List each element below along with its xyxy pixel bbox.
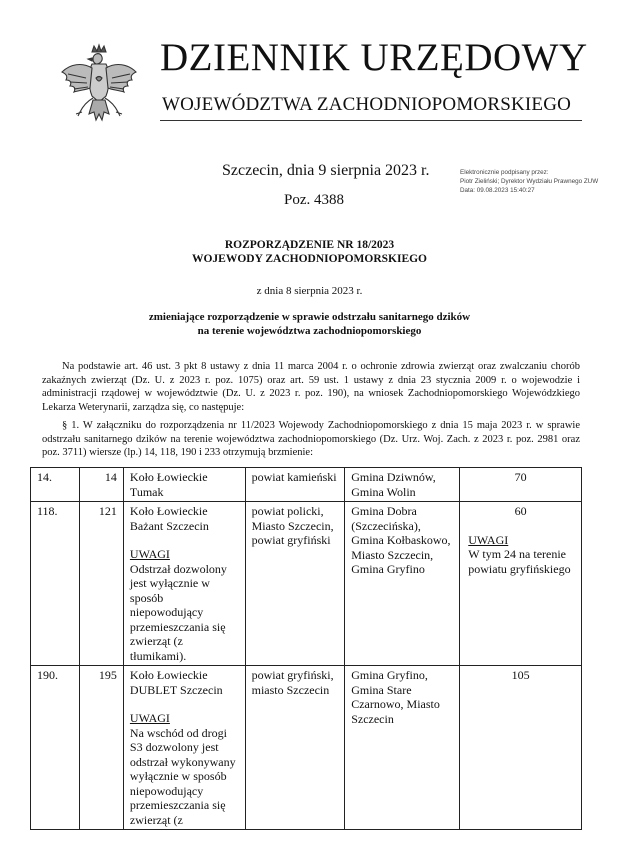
club-name: Koło Łowieckie Tumak <box>129 470 208 499</box>
esign-line: Data: 09.08.2023 15:40:27 <box>460 187 535 194</box>
municipality-value: Gmina Dobra (Szczecińska), Gmina Kołbaskowo, Miasto Szczecin, Gmina Gryfino <box>351 504 451 576</box>
row-area-number <box>79 666 123 830</box>
electronic-signature <box>460 168 598 195</box>
act-subject <box>0 310 619 338</box>
row-area-number <box>79 502 123 666</box>
position-number: Poz. 4388 <box>284 192 344 208</box>
row-limit <box>460 502 582 666</box>
table-row <box>31 468 582 502</box>
row-municipality <box>345 502 460 666</box>
area-number-value: 121 <box>98 504 117 518</box>
club-remarks: Odstrzał dozwolony jest wyłącznie w sposób niepowodujący przemieszczania się zwierząt (z tłumikami). <box>129 561 227 663</box>
club-remarks-label: UWAGI <box>129 711 170 725</box>
club-name: Koło Łowieckie DUBLET Szczecin <box>129 668 223 697</box>
row-area-number <box>79 468 123 502</box>
row-hunting-club <box>123 502 245 666</box>
row-lp <box>31 502 80 666</box>
row-county <box>245 502 345 666</box>
esign-line: Piotr Zieliński; Dyrektor Wydziału Prawnego ZUW <box>460 178 599 185</box>
county-value: powiat policki, Miasto Szczecin, powiat gryfiński <box>251 504 334 547</box>
gazette-title: DZIENNIK URZĘDOWY <box>160 36 588 79</box>
act-date: z dnia 8 sierpnia 2023 r. <box>256 285 363 297</box>
preamble <box>42 360 580 414</box>
row-hunting-club <box>123 666 245 830</box>
row-lp <box>31 468 80 502</box>
area-number-value: 14 <box>104 470 117 484</box>
lp-value: 14. <box>37 470 52 484</box>
table-row <box>31 502 582 666</box>
area-number-value: 195 <box>98 668 117 682</box>
table-row <box>31 666 582 830</box>
club-remarks: Na wschód od drogi S3 dozwolony jest odstrzał wykonywany wyłącznie w sposób niepowodujący przemieszczania się zwierząt (z <box>129 725 236 827</box>
lp-value: 190. <box>37 668 58 682</box>
limit-remarks: W tym 24 na terenie powiatu gryfińskiego <box>468 547 571 576</box>
lp-value: 118. <box>37 504 58 518</box>
act-subject-line: zmieniające rozporządzenie w sprawie odstrzału sanitarnego dzików <box>148 311 471 323</box>
limit-remarks-box <box>466 533 575 577</box>
row-limit <box>460 468 582 502</box>
limit-value: 60 <box>514 504 527 518</box>
municipality-value: Gmina Dziwnów, Gmina Wolin <box>351 470 436 499</box>
municipality-value: Gmina Gryfino, Gmina Stare Czarnowo, Miasto Szczecin <box>351 668 440 726</box>
club-name: Koło Łowieckie Bażant Szczecin <box>129 504 209 533</box>
limit-value: 105 <box>511 668 530 682</box>
row-limit <box>460 666 582 830</box>
row-lp <box>31 666 80 830</box>
row-municipality <box>345 468 460 502</box>
publication-date: Szczecin, dnia 9 sierpnia 2023 r. <box>222 162 430 179</box>
club-remarks-label: UWAGI <box>129 547 170 561</box>
row-municipality <box>345 666 460 830</box>
hunting-areas-table <box>30 467 582 830</box>
gazette-subtitle: WOJEWÓDZTWA ZACHODNIOPOMORSKIEGO <box>162 94 572 115</box>
row-hunting-club <box>123 468 245 502</box>
row-county <box>245 468 345 502</box>
limit-value: 70 <box>514 470 527 484</box>
act-title-line: WOJEWODY ZACHODNIOPOMORSKIEGO <box>191 253 428 265</box>
limit-remarks-label: UWAGI <box>468 532 509 547</box>
section-1-text: § 1. W załączniku do rozporządzenia nr 11/2023 Wojewody Zachodniopomorskiego z dnia 15 maja 2023 r. w sprawie odstrzału sanitarnego dzików na terenie województwa zachodniopomorskiego (Dz. Urz. Woj. Zach. z 2023 r. poz. 2981 oraz poz. 3711) wiersze (lp.) 14, 118, 190 i 233 otrzymują brzmienie: <box>42 420 580 458</box>
county-value: powiat kamieński <box>251 470 337 484</box>
row-county <box>245 666 345 830</box>
polish-eagle-emblem-icon <box>56 42 142 138</box>
county-value: powiat gryfiński, miasto Szczecin <box>251 668 334 697</box>
act-subject-line: na terenie województwa zachodniopomorskiego <box>197 325 422 337</box>
act-title <box>0 238 619 266</box>
act-title-line: ROZPORZĄDZENIE NR 18/2023 <box>224 239 395 251</box>
esign-line: Elektronicznie podpisany przez: <box>460 169 549 176</box>
preamble-text: Na podstawie art. 46 ust. 3 pkt 8 ustawy z dnia 11 marca 2004 r. o ochronie zdrowia zwierząt oraz zwalczaniu chorób zakaźnych zwierząt (Dz. U. z 2023 r. poz. 1075) oraz art. 59 ust. 1 ustawy z dnia 23 stycznia 2009 r. o wojewodzie i administracji rządowej w województwie (Dz. U. z 2023 r. poz. 190), na wniosek Zachodniopomorskiego Wojewódzkiego Lekarza Weterynarii, zarządza się, co następuje: <box>42 361 580 413</box>
section-1 <box>42 419 580 460</box>
masthead-divider <box>160 120 582 121</box>
